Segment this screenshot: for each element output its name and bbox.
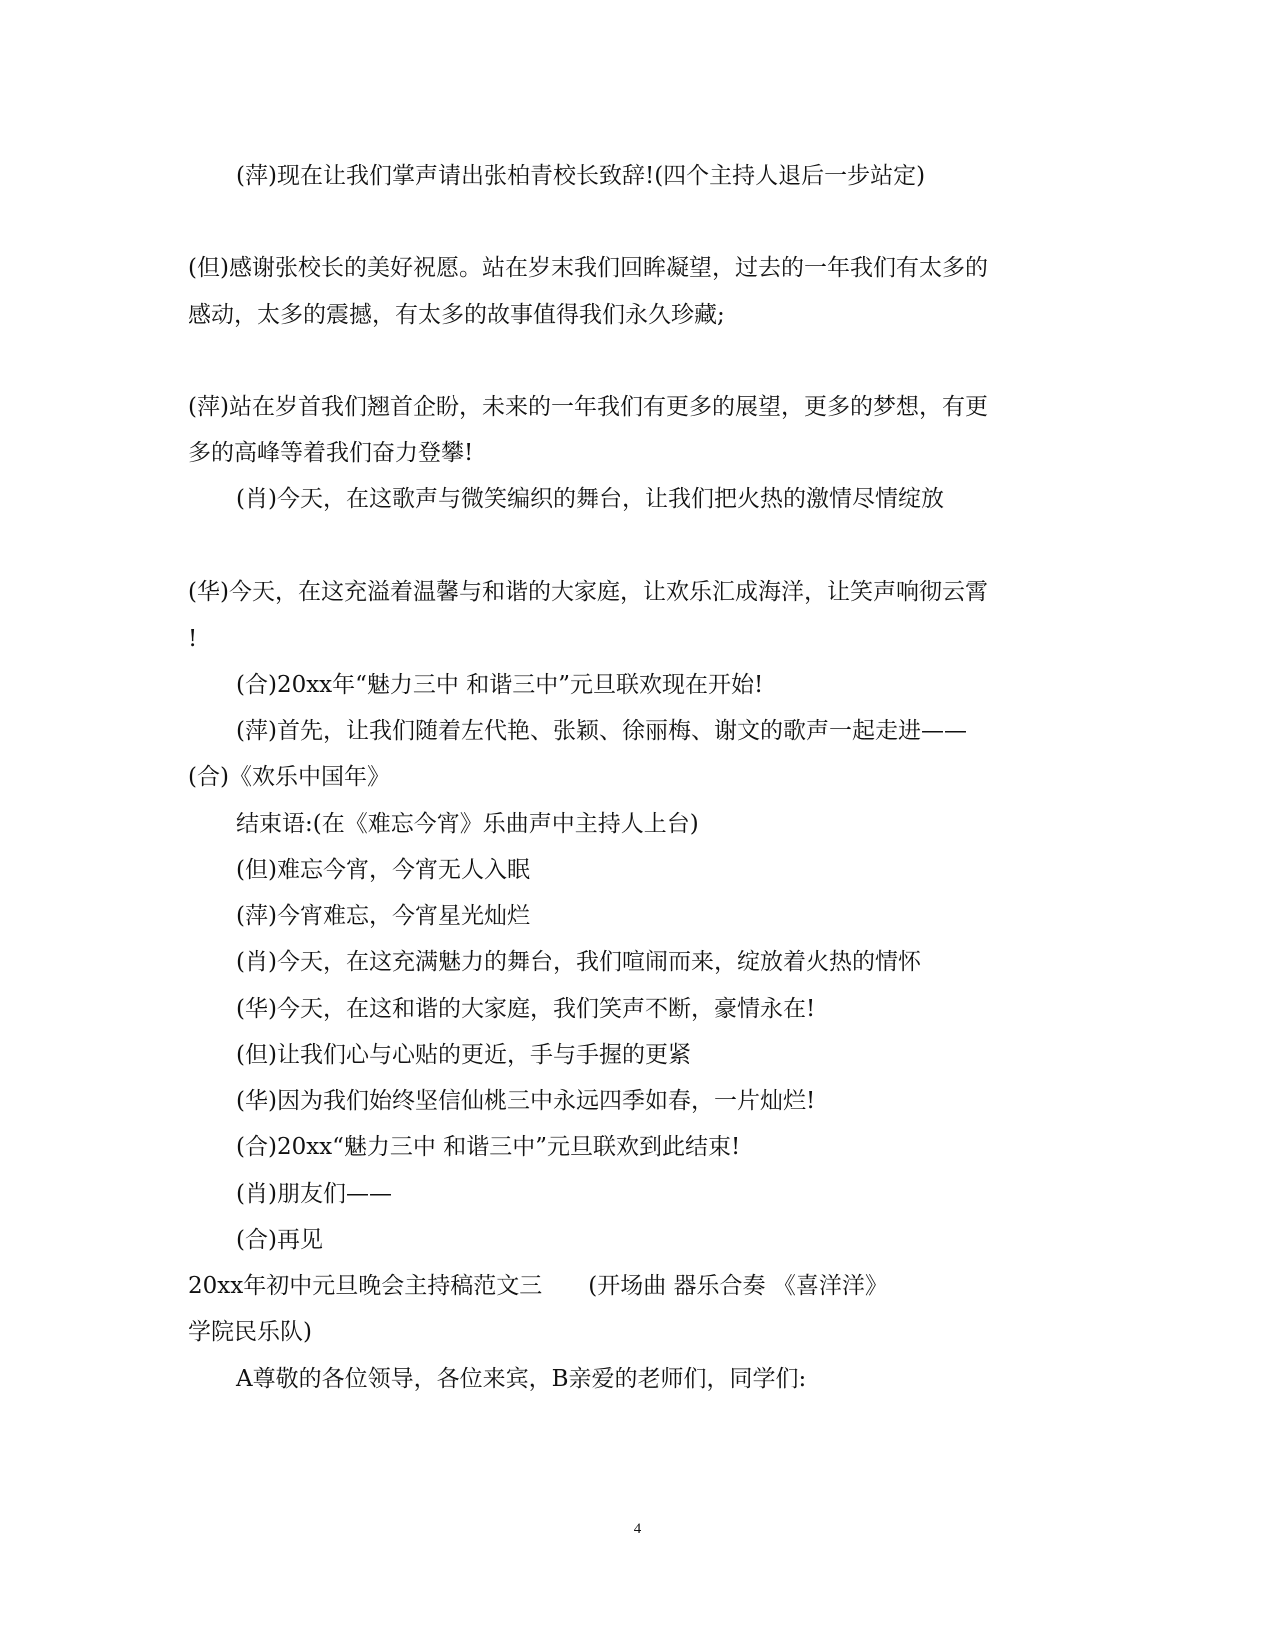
paragraph-line: (但)难忘今宵，今宵无人入眠 [236, 857, 530, 883]
paragraph-line: (华)今天，在这充溢着温馨与和谐的大家庭，让欢乐汇成海洋，让笑声响彻云霄 [188, 579, 988, 605]
paragraph-line: (合)20xx年“魅力三中 和谐三中”元旦联欢现在开始! [236, 672, 764, 698]
paragraph-line: (但)感谢张校长的美好祝愿。站在岁末我们回眸凝望，过去的一年我们有太多的 [188, 255, 988, 281]
paragraph-line: 多的高峰等着我们奋力登攀! [188, 440, 474, 466]
paragraph-line: 感动，太多的震撼，有太多的故事值得我们永久珍藏; [188, 302, 725, 328]
section-title: 20xx年初中元旦晚会主持稿范文三 [188, 1273, 543, 1299]
paragraph-line: (华)今天，在这和谐的大家庭，我们笑声不断，豪情永在! [236, 996, 816, 1022]
paragraph-line: (萍)首先，让我们随着左代艳、张颖、徐丽梅、谢文的歌声一起走进—— [236, 718, 967, 744]
paragraph-line: (合)再见 [236, 1227, 323, 1253]
section-heading-line [188, 1272, 888, 1300]
paragraph-line: (合)《欢乐中国年》 [188, 764, 390, 790]
paragraph-line: (萍)站在岁首我们翘首企盼，未来的一年我们有更多的展望，更多的梦想，有更 [188, 394, 988, 420]
paragraph-line: (萍)现在让我们掌声请出张柏青校长致辞!(四个主持人退后一步站定) [236, 163, 926, 189]
greeting-line: A尊敬的各位领导，各位来宾，B亲爱的老师们，同学们: [236, 1366, 807, 1392]
paragraph-line: (合)20xx“魅力三中 和谐三中”元旦联欢到此结束! [236, 1134, 741, 1160]
paragraph-line: 结束语:(在《难忘今宵》乐曲声中主持人上台) [236, 811, 699, 837]
paragraph-line: (肖)今天，在这歌声与微笑编织的舞台，让我们把火热的激情尽情绽放 [236, 486, 944, 512]
paragraph-line: (肖)今天，在这充满魅力的舞台，我们喧闹而来，绽放着火热的情怀 [236, 949, 921, 975]
paragraph-line: (华)因为我们始终坚信仙桃三中永远四季如春，一片灿烂! [236, 1088, 816, 1114]
section-heading-continuation: 学院民乐队) [188, 1319, 312, 1345]
paragraph-line: (肖)朋友们—— [236, 1181, 392, 1207]
paragraph-line: (萍)今宵难忘，今宵星光灿烂 [236, 903, 530, 929]
opening-act: (开场曲 器乐合奏 《喜洋洋》 [588, 1273, 888, 1299]
paragraph-line: (但)让我们心与心贴的更近，手与手握的更紧 [236, 1042, 691, 1068]
page-number: 4 [633, 1521, 642, 1537]
paragraph-line: ! [188, 626, 198, 652]
